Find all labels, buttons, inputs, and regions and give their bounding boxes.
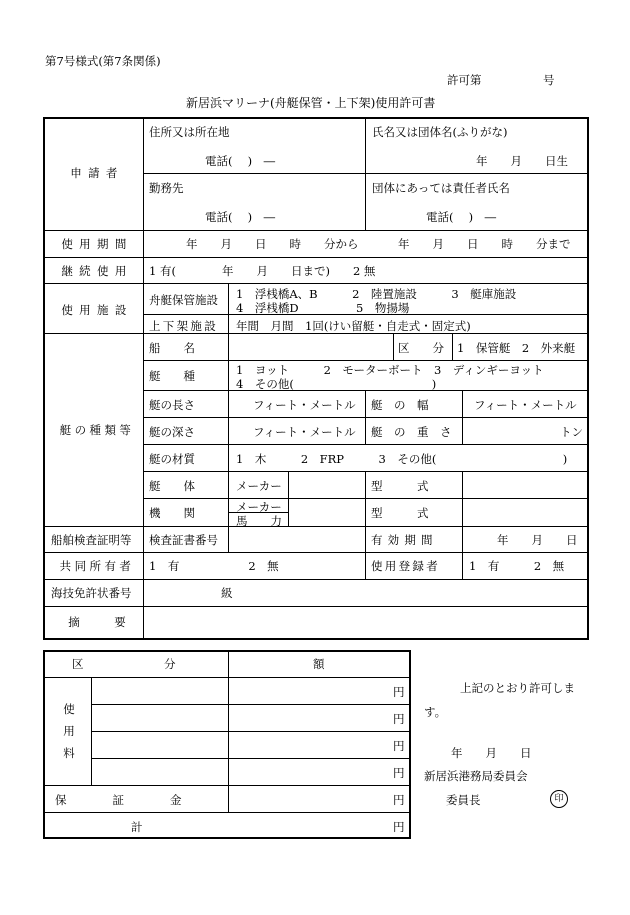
validity-date[interactable]: 年 月 日 [497, 533, 578, 547]
facility-label: 使用施設 [61, 303, 133, 317]
engine-maker-label: メーカー [236, 500, 282, 514]
facility-options-line1[interactable]: 1 浮桟橋A、B 2 陸置施設 3 艇庫施設 [236, 287, 517, 301]
inspection-label: 船舶検査証明等 [51, 533, 132, 547]
continue-value[interactable]: 1 有( 年 月 日まで) 2 無 [149, 264, 376, 278]
registrant-label: 使用登録者 [371, 559, 440, 573]
engine-model-label: 型 式 [371, 506, 429, 520]
boat-material-value[interactable]: 1 木 2 FRP 3 その他( ) [236, 452, 568, 466]
applicant-label: 申請者 [70, 166, 124, 180]
yen-unit: 円 [393, 793, 405, 807]
deposit-label: 保 証 金 [55, 793, 182, 807]
period-to[interactable]: 年 月 日 時 分まで [398, 237, 571, 251]
boat-material-label: 艇の材質 [149, 452, 195, 466]
boat-width-label: 艇 の 幅 [371, 398, 429, 412]
engine-horsepower-label: 馬 力 [236, 514, 282, 528]
validity-label: 有効期間 [371, 533, 438, 547]
seal-icon: 印 [550, 790, 568, 808]
fee-col-amount: 額 [313, 657, 325, 671]
period-from[interactable]: 年 月 日 時 分から [186, 237, 359, 251]
boat-length-label: 艇の長さ [149, 398, 195, 412]
license-grade[interactable]: 級 [221, 586, 233, 600]
continue-label: 継続使用 [61, 264, 133, 278]
document-title: 新居浜マリーナ(舟艇保管・上下架)使用許可書 [186, 96, 436, 110]
boat-type-label: 艇 種 [149, 369, 195, 383]
boat-type-line1[interactable]: 1 ヨット 2 モーターボート 3 ディンギーヨット [236, 363, 544, 377]
fee-table-border [43, 650, 411, 839]
chair-title: 委員長 [446, 793, 481, 807]
facility-options-line2[interactable]: 4 浮桟橋D 5 物揚場 [236, 301, 410, 315]
cert-number-label: 検査証書番号 [149, 533, 218, 547]
lift-facility-label: 上下架施設 [149, 319, 218, 333]
period-label: 使用期間 [61, 237, 133, 251]
remarks-label: 摘 要 [68, 615, 126, 629]
boat-label: 艇の種類等 [59, 423, 135, 437]
boat-length-unit[interactable]: フィート・メートル [253, 398, 356, 412]
phone-field-3[interactable]: 電話( ) ― [426, 210, 497, 224]
representative-label: 団体にあっては責任者氏名 [372, 181, 510, 195]
hull-label: 艇 体 [149, 479, 195, 493]
co-owner-label: 共同所有者 [59, 559, 135, 573]
hull-model-label: 型 式 [371, 479, 429, 493]
permit-number-suffix: 号 [543, 73, 555, 87]
address-label: 住所又は所在地 [149, 125, 230, 139]
co-owner-value[interactable]: 1 有 2 無 [149, 559, 279, 573]
birth-date-field[interactable]: 年 月 日生 [476, 154, 568, 168]
yen-unit: 円 [393, 739, 405, 753]
phone-field-1[interactable]: 電話( ) ― [205, 154, 276, 168]
boat-depth-label: 艇の深さ [149, 425, 195, 439]
committee-name: 新居浜港務局委員会 [424, 769, 528, 783]
permit-number-label: 許可第 [447, 73, 482, 87]
engine-label: 機 関 [149, 506, 195, 520]
hull-maker-label: メーカー [236, 479, 282, 493]
approval-date[interactable]: 年 月 日 [451, 746, 532, 760]
yen-unit: 円 [393, 712, 405, 726]
total-label: 計 [131, 820, 143, 834]
registrant-value[interactable]: 1 有 2 無 [469, 559, 565, 573]
form-number: 第7号様式(第7条関係) [45, 54, 161, 68]
phone-field-2[interactable]: 電話( ) ― [205, 210, 276, 224]
license-label: 海技免許状番号 [51, 586, 132, 600]
boat-class-value[interactable]: 1 保管艇 2 外来艇 [457, 341, 576, 355]
name-label: 氏名又は団体名(ふりがな) [372, 125, 508, 139]
approval-text: 上記のとおり許可します。 [424, 681, 575, 719]
boat-weight-unit[interactable]: トン [560, 425, 583, 439]
fee-col-category: 区 分 [72, 657, 176, 671]
boat-width-unit[interactable]: フィート・メートル [474, 398, 577, 412]
boat-depth-unit[interactable]: フィート・メートル [253, 425, 356, 439]
boat-weight-label: 艇 の 重 さ [371, 425, 452, 439]
usage-fee-label: 使用料 [63, 702, 75, 760]
boat-class-label: 区 分 [398, 341, 444, 355]
boat-name-label: 船 名 [149, 341, 195, 355]
yen-unit: 円 [393, 820, 405, 834]
yen-unit: 円 [393, 766, 405, 780]
workplace-label: 勤務先 [149, 181, 184, 195]
yen-unit: 円 [393, 685, 405, 699]
boat-type-line2[interactable]: 4 その他( ) [236, 377, 437, 391]
storage-facility-label: 舟艇保管施設 [149, 293, 218, 307]
lift-facility-value[interactable]: 年間 月間 1回(けい留艇・自走式・固定式) [236, 319, 471, 333]
